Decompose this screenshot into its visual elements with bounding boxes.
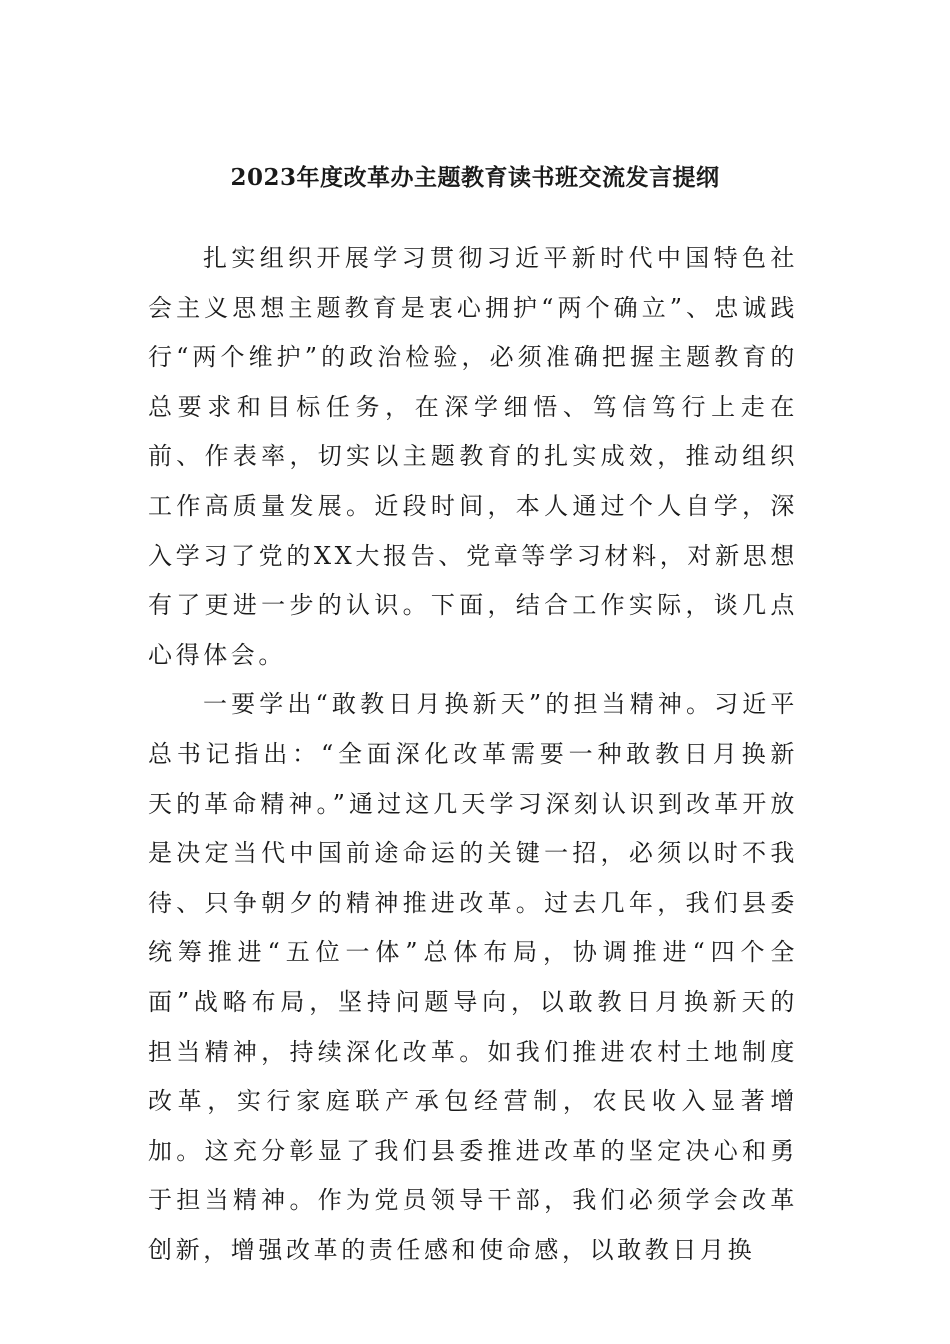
- paragraph-point-one: 一要学出“敢教日月换新天”的担当精神。习近平总书记指出：“全面深化改革需要一种敢教日月换新天的革命精神。”通过这几天学习深刻认识到改革开放是决定当代中国前途命运的关键一招，必须以时不我待、只争朝夕的精神推进改革。过去几年，我们县委统筹推进“五位一体”总体布局，协调推进“四个全面”战略布局，坚持问题导向，以敢教日月换新天的担当精神，持续深化改革。如我们推进农村土地制度改革，实行家庭联产承包经营制，农民收入显著增加。这充分彰显了我们县委推进改革的坚定决心和勇于担当精神。作为党员领导干部，我们必须学会改革创新，增强改革的责任感和使命感，以敢教日月换: [148, 690, 798, 1264]
- paragraph-intro: 扎实组织开展学习贯彻习近平新时代中国特色社会主义思想主题教育是衷心拥护“两个确立”、忠诚践行“两个维护”的政治检验，必须准确把握主题教育的总要求和目标任务，在深学细悟、笃信笃行上走在前、作表率，切实以主题教育的扎实成效，推动组织工作高质量发展。近段时间，本人通过个人自学，深入学习了党的XX大报告、党章等学习材料，对新思想有了更进一步的认识。下面，结合工作实际，谈几点心得体会。: [148, 244, 798, 669]
- document-body: [148, 234, 798, 1275]
- document-title: 2023年度改革办主题教育读书班交流发言提纲: [230, 164, 720, 191]
